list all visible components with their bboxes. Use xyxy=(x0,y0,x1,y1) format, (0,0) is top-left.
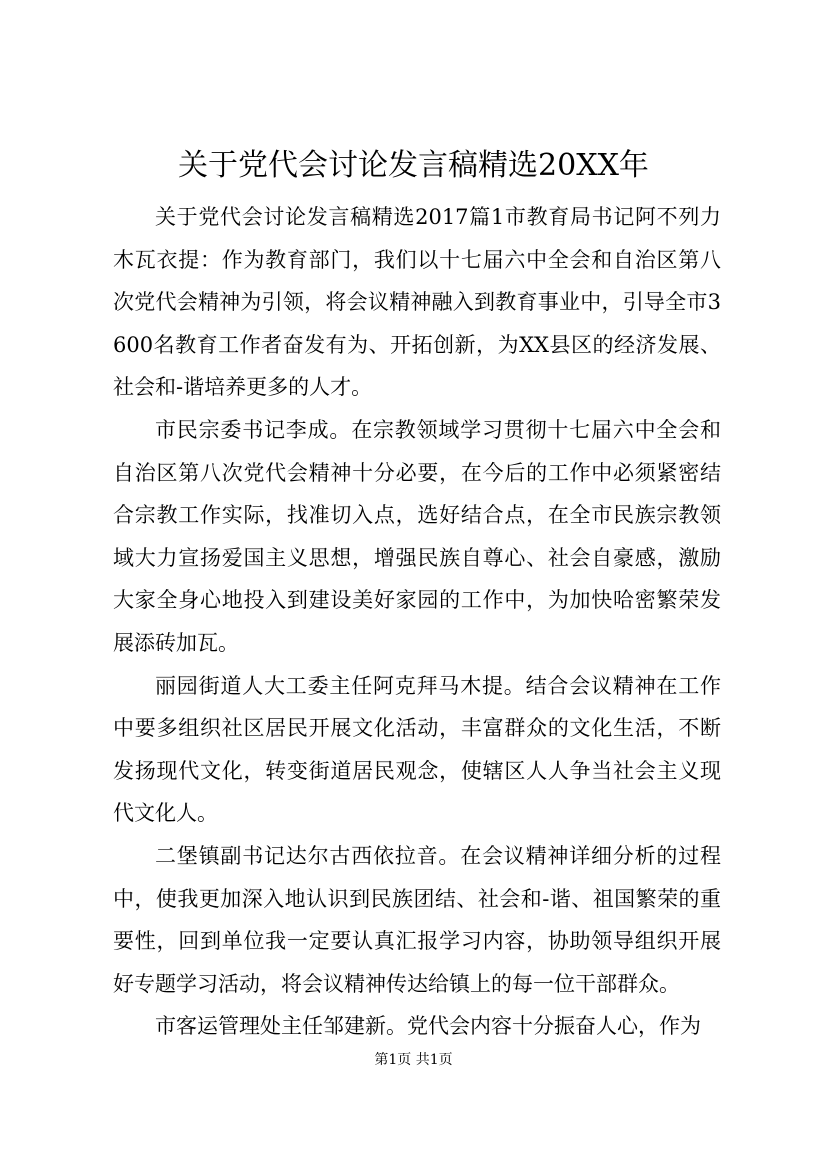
page-footer: 第1页 共1页 xyxy=(374,1052,453,1068)
paragraph-3: 丽园街道人大工委主任阿克拜马木提。结合会议精神在工作中要多组织社区居民开展文化活动，丰富群众的文化生活，不断发扬现代文化，转变街道居民观念，使辖区人人争当社会主义现代文化人。 xyxy=(113,673,721,826)
paragraph-5: 市客运管理处主任邹建新。党代会内容十分振奋人心，作为 xyxy=(155,1014,701,1039)
document-body xyxy=(113,196,721,1048)
paragraph-1: 关于党代会讨论发言稿精选2017篇1市教育局书记阿不列力木瓦衣提：作为教育部门，我们以十七届六中全会和自治区第八次党代会精神为引领，将会议精神融入到教育事业中，引导全市3600名教育工作者奋发有为、开拓创新，为XX县区的经济发展、社会和-谐培养更多的人才。 xyxy=(113,205,721,400)
paragraph-4: 二堡镇副书记达尔古西依拉音。在会议精神详细分析的过程中，使我更加深入地认识到民族团结、社会和-谐、祖国繁荣的重要性，回到单位我一定要认真汇报学习内容，协助领导组织开展好专题学习活动，将会议精神传达给镇上的每一位干部群众。 xyxy=(113,843,721,996)
document-title: 关于党代会讨论发言稿精选20XX年 xyxy=(178,148,649,183)
paragraph-2: 市民宗委书记李成。在宗教领域学习贯彻十七届六中全会和自治区第八次党代会精神十分必要，在今后的工作中必须紧密结合宗教工作实际，找准切入点，选好结合点，在全市民族宗教领域大力宣扬爱国主义思想，增强民族自尊心、社会自豪感，激励大家全身心地投入到建设美好家园的工作中，为加快哈密繁荣发展添砖加瓦。 xyxy=(113,417,721,655)
